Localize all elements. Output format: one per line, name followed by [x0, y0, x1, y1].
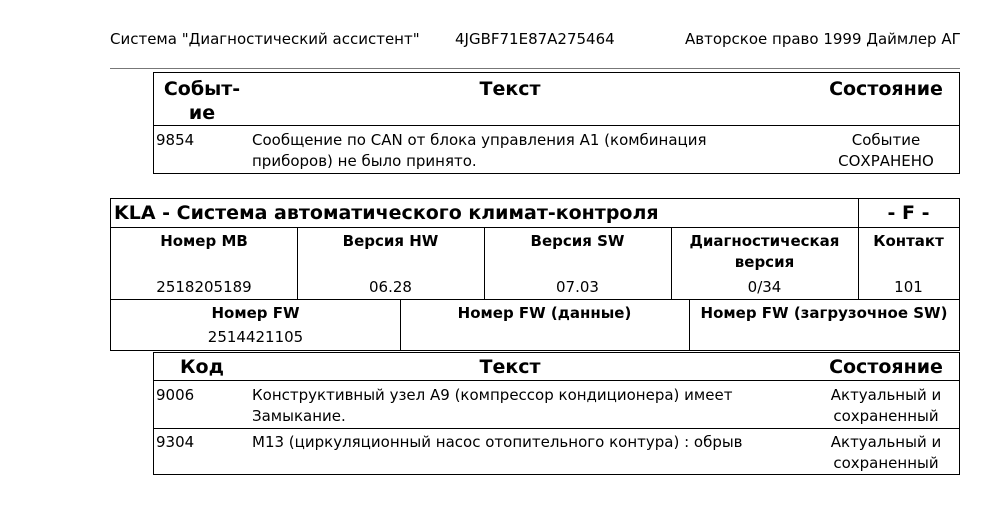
kla-val-contact: 101	[894, 278, 923, 296]
fault-state-line1: Актуальный и	[830, 433, 942, 451]
header-copyright: Авторское право 1999 Даймлер АГ	[685, 30, 961, 48]
events-table	[153, 72, 960, 174]
fault-text-line1: Конструктивный узел A9 (компрессор кондиционера) имеет	[252, 386, 733, 404]
codes-table	[153, 352, 960, 475]
kla-col-diag-line1: Диагностическая	[689, 232, 840, 250]
codes-col-code: Код	[180, 356, 224, 378]
events-col-event-line2: ие	[188, 102, 216, 124]
kla-flag: - F -	[887, 202, 930, 224]
event-code: 9854	[156, 131, 195, 149]
kla-table	[110, 198, 960, 351]
fault-text-line1: M13 (циркуляционный насос отопительного контура) : обрыв	[252, 433, 743, 451]
kla-col-mb: Номер MB	[160, 232, 248, 250]
codes-col-text: Текст	[479, 356, 541, 378]
kla-val-diag: 0/34	[747, 278, 782, 296]
kla-val-fw: 2514421105	[207, 328, 304, 346]
event-state-line2: СОХРАНЕНО	[838, 152, 934, 170]
kla-col-diag-line2: версия	[734, 253, 795, 271]
kla-col-contact: Контакт	[873, 232, 944, 250]
events-col-text: Текст	[479, 78, 541, 100]
header-vin: 4JGBF71E87A275464	[455, 30, 615, 48]
kla-val-mb: 2518205189	[156, 278, 252, 296]
kla-col-fw-boot: Номер FW (загрузочное SW)	[700, 304, 948, 322]
kla-val-sw: 07.03	[556, 278, 599, 296]
kla-title: KLA - Система автоматического климат-контроля	[114, 202, 659, 224]
events-col-event	[154, 77, 250, 125]
fault-code: 9304	[156, 433, 195, 451]
fault-code: 9006	[156, 386, 195, 404]
events-col-event-line1: Событ-	[163, 78, 241, 100]
header-divider	[110, 68, 960, 69]
codes-col-state: Состояние	[829, 356, 943, 378]
event-state-line1: Событие	[851, 131, 921, 149]
kla-col-fw: Номер FW	[211, 304, 300, 322]
event-text-line1: Сообщение по CAN от блока управления A1 (комбинация	[252, 131, 707, 149]
events-col-state: Состояние	[829, 78, 943, 100]
kla-col-fw-data: Номер FW (данные)	[457, 304, 632, 322]
fault-state-line2: сохраненный	[833, 407, 939, 425]
kla-col-sw: Версия SW	[530, 232, 625, 250]
kla-val-hw: 06.28	[369, 278, 412, 296]
fault-state-line1: Актуальный и	[830, 386, 942, 404]
header-system: Система "Диагностический ассистент"	[110, 30, 420, 48]
fault-state-line2: сохраненный	[833, 454, 939, 472]
kla-col-hw: Версия HW	[342, 232, 439, 250]
event-text-line2: приборов) не было принято.	[252, 152, 477, 170]
fault-text-line2: Замыкание.	[252, 407, 346, 425]
